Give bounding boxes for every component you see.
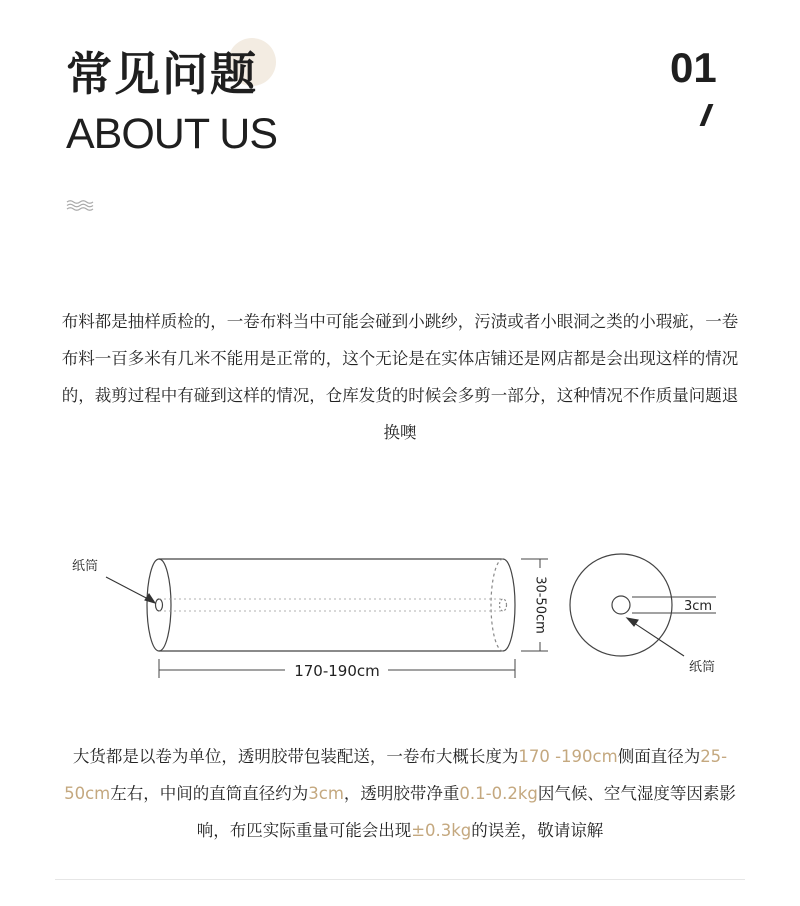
length-highlight: 170 -190cm [518,747,618,766]
roll-side-view [147,559,515,651]
divider [55,879,745,880]
tube-label-left: 纸筒 [72,559,99,574]
length-label: 170-190cm [294,662,380,680]
tube-arrow-right [627,618,684,656]
quality-notice-paragraph: 布料都是抽样质检的，一卷布料当中可能会碰到小跳纱，污渍或者小眼洞之类的小瑕疵，一卷布料一百多米有几米不能用是正常的，这个无论是在实体店铺还是网店都是会出现这样的情况的，裁剪过程中有碰到这样的情况，仓库发货的时候会多剪一部分，这种情况不作质量问题退换噢 [61,312,739,442]
text-segment: 大货都是以卷为单位，透明胶带包装配送，一卷布大概长度为 [72,747,519,766]
text-segment: 左右，中间的直筒直径约为 [110,784,309,803]
fabric-roll-diagram [0,540,800,690]
tube-label-right: 纸筒 [689,660,716,675]
core-label: 3cm [684,599,713,614]
wave-icon [66,199,94,211]
text-segment: 因气候、空气湿度等因素影响，布匹实际重量可能会出现 [196,784,736,840]
page-number: 01 [670,44,717,91]
text-segment: ，透明胶带净重 [343,784,460,803]
diameter-label: 30-50cm [532,576,548,634]
text-segment: 侧面直径为 [617,747,701,766]
page-subtitle: ABOUT US [66,110,278,158]
page-title: 常见问题 [66,47,258,101]
roll-end-view [570,554,672,656]
diameter-highlight: 25-50cm [64,747,728,803]
shipping-info-paragraph [55,738,745,849]
tape-weight-highlight: 0.1-0.2kg [459,784,538,803]
slash-mark [700,104,714,126]
core-highlight: 3cm [308,784,344,803]
text-segment: 的误差，敬请谅解 [471,821,604,840]
weight-tolerance-highlight: ±0.3kg [411,821,472,840]
